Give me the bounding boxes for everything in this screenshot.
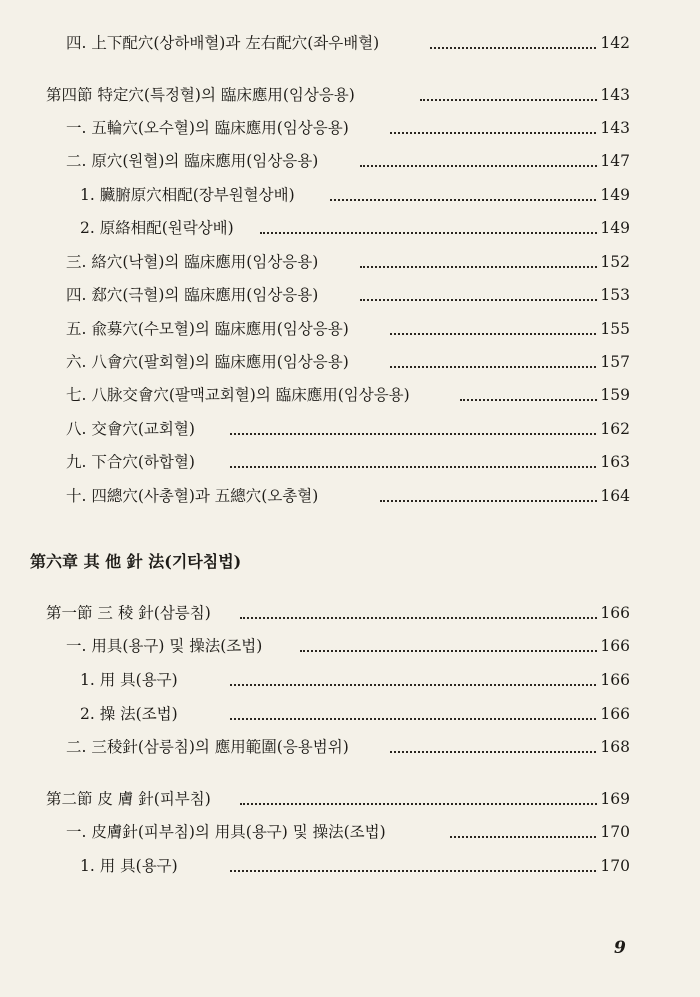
leader-dots bbox=[260, 232, 628, 234]
toc-entry-page: 153 bbox=[597, 282, 630, 308]
toc-entry-label: 九. 下合穴(하합혈) bbox=[66, 449, 199, 475]
toc-entry bbox=[0, 249, 700, 275]
chapter-heading bbox=[0, 549, 700, 575]
toc-entry bbox=[0, 786, 700, 812]
toc-entry bbox=[0, 282, 700, 308]
toc-entry-label: 2. 操 法(조법) bbox=[80, 701, 182, 727]
toc-entry-label: 十. 四總穴(사총혈)과 五總穴(오총혈) bbox=[66, 483, 322, 509]
toc-entry bbox=[0, 667, 700, 693]
leader-dots bbox=[380, 500, 628, 502]
toc-entry bbox=[0, 30, 700, 56]
toc-entry-page: 170 bbox=[597, 819, 630, 845]
toc-entry-page: 157 bbox=[597, 349, 630, 375]
leader-dots bbox=[240, 803, 628, 805]
toc-entry bbox=[0, 819, 700, 845]
toc-entry bbox=[0, 215, 700, 241]
toc-entry-label: 1. 用 具(용구) bbox=[80, 667, 182, 693]
toc-entry bbox=[0, 600, 700, 626]
toc-entry-page: 168 bbox=[597, 734, 630, 760]
toc-entry bbox=[0, 382, 700, 408]
toc-entry-label: 1. 用 具(용구) bbox=[80, 853, 182, 879]
toc-entry-page: 166 bbox=[597, 600, 630, 626]
toc-entry-page: 152 bbox=[597, 249, 630, 275]
toc-entry-page: 149 bbox=[597, 215, 630, 241]
toc-entry bbox=[0, 115, 700, 141]
toc-entry-page: 159 bbox=[597, 382, 630, 408]
leader-dots bbox=[360, 266, 628, 268]
toc-entry bbox=[0, 148, 700, 174]
toc-entry-label: 四. 上下配穴(상하배혈)과 左右配穴(좌우배혈) bbox=[66, 30, 383, 56]
toc-entry-page: 166 bbox=[597, 667, 630, 693]
toc-entry bbox=[0, 853, 700, 879]
chapter-heading-label: 第六章 其 他 針 法(기타침법) bbox=[30, 549, 245, 575]
toc-entry-page: 143 bbox=[597, 82, 630, 108]
leader-dots bbox=[240, 617, 628, 619]
toc-entry bbox=[0, 633, 700, 659]
toc-entry-page: 164 bbox=[597, 483, 630, 509]
toc-entry-label: 八. 交會穴(교회혈) bbox=[66, 416, 199, 442]
leader-dots bbox=[360, 165, 628, 167]
toc-entry bbox=[0, 349, 700, 375]
toc-entry bbox=[0, 82, 700, 108]
toc-entry-label: 第二節 皮 膚 針(피부침) bbox=[46, 786, 215, 812]
toc-entry-label: 三. 絡穴(낙혈)의 臨床應用(임상응용) bbox=[66, 249, 322, 275]
toc-entry-page: 155 bbox=[597, 316, 630, 342]
leader-dots bbox=[390, 132, 628, 134]
toc-entry-page: 143 bbox=[597, 115, 630, 141]
toc-entry-label: 2. 原絡相配(원락상배) bbox=[80, 215, 238, 241]
leader-dots bbox=[230, 433, 628, 435]
toc-entry bbox=[0, 449, 700, 475]
leader-dots bbox=[390, 751, 628, 753]
leader-dots bbox=[230, 466, 628, 468]
toc-entry-label: 1. 臟腑原穴相配(장부원혈상배) bbox=[80, 182, 299, 208]
toc-entry bbox=[0, 182, 700, 208]
toc-entry-label: 四. 郄穴(극혈)의 臨床應用(임상응용) bbox=[66, 282, 322, 308]
toc-entry-page: 163 bbox=[597, 449, 630, 475]
toc-entry bbox=[0, 734, 700, 760]
page-number: 9 bbox=[614, 938, 626, 958]
toc-entry-label: 第四節 特定穴(특정혈)의 臨床應用(임상응용) bbox=[46, 82, 359, 108]
toc-entry-label: 二. 三稜針(삼릉침)의 應用範圍(응용범위) bbox=[66, 734, 353, 760]
leader-dots bbox=[230, 870, 628, 872]
toc-entry-label: 一. 用具(용구) 및 操法(조법) bbox=[66, 633, 266, 659]
toc-entry bbox=[0, 483, 700, 509]
toc-entry-label: 五. 兪募穴(수모혈)의 臨床應用(임상응용) bbox=[66, 316, 353, 342]
toc-entry-page: 169 bbox=[597, 786, 630, 812]
toc-entry-page: 170 bbox=[597, 853, 630, 879]
leader-dots bbox=[230, 684, 628, 686]
toc-entry-label: 一. 皮膚針(피부침)의 用具(용구) 및 操法(조법) bbox=[66, 819, 390, 845]
toc-entry bbox=[0, 316, 700, 342]
leader-dots bbox=[390, 333, 628, 335]
toc-entry-label: 第一節 三 稜 針(삼릉침) bbox=[46, 600, 215, 626]
toc-entry bbox=[0, 416, 700, 442]
toc-entry-label: 六. 八會穴(팔회혈)의 臨床應用(임상응용) bbox=[66, 349, 353, 375]
toc-entry-page: 166 bbox=[597, 633, 630, 659]
toc-entry-page: 142 bbox=[597, 30, 630, 56]
toc-entry-label: 二. 原穴(원혈)의 臨床應用(임상응용) bbox=[66, 148, 322, 174]
toc-entry-page: 147 bbox=[597, 148, 630, 174]
leader-dots bbox=[360, 299, 628, 301]
toc-entry-page: 149 bbox=[597, 182, 630, 208]
toc-entry bbox=[0, 701, 700, 727]
leader-dots bbox=[300, 650, 628, 652]
leader-dots bbox=[230, 718, 628, 720]
toc-entry-label: 一. 五輪穴(오수혈)의 臨床應用(임상응용) bbox=[66, 115, 353, 141]
leader-dots bbox=[330, 199, 628, 201]
toc-entry-label: 七. 八脉交會穴(팔맥교회혈)의 臨床應用(임상응용) bbox=[66, 382, 414, 408]
toc-entry-page: 162 bbox=[597, 416, 630, 442]
toc-entry-page: 166 bbox=[597, 701, 630, 727]
leader-dots bbox=[390, 366, 628, 368]
